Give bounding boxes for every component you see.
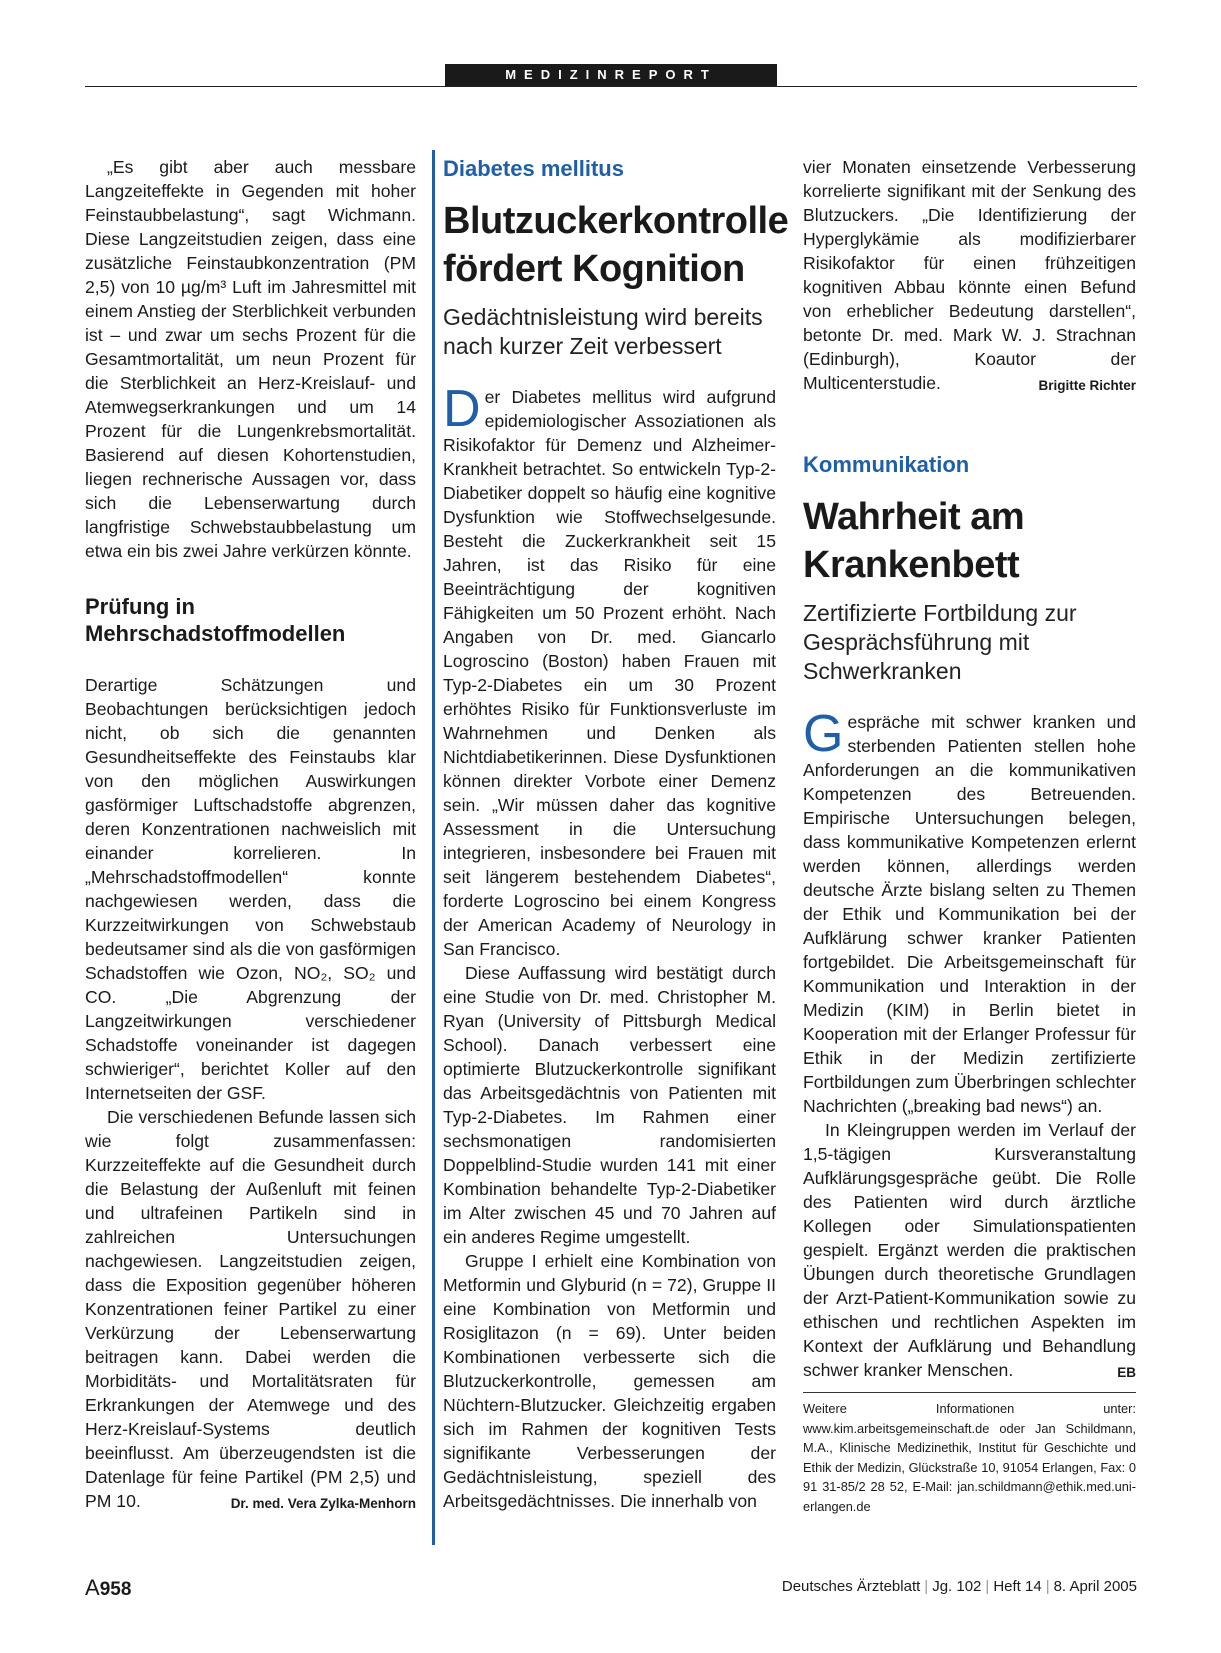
paragraph-text: espräche mit schwer kranken und sterbenden Patienten stellen hohe Anforderungen an die kommunikativen Kompetenzen des Betreuenden. Empirische Untersuchungen belegen, dass kommunikative Kompetenzen erlernt werden können, allerdings werden deutsche Ärzte bislang selten zu Themen der Ethik und Kommunikation bei der Aufklärung schwer kranker Patienten fortgebildet. Die Arbeitsgemeinschaft für Kommunikation und Interaktion in der Medizin (KIM) in Berlin bietet in Kooperation mit der Erlanger Professur für Ethik in der Medizin zertifizierte Fortbildungen zum Überbringen schlechter Nachrichten („breaking bad news“) an. — [803, 712, 1136, 1116]
paragraph — [85, 1105, 416, 1513]
author-byline: Dr. med. Vera Zylka-Menhorn — [230, 1496, 416, 1511]
paragraph: Diese Auffassung wird bestätigt durch eine Studie von Dr. med. Christopher M. Ryan (University of Pittsburgh Medical School). Danach verbessert eine optimierte Blutzuckerkontrolle signifikant das Arbeitsgedächtnis von Patienten mit Typ-2-Diabetes. Im Rahmen einer sechsmonatigen randomisierten Doppelblind-Studie wurden 141 mit einer Kombination behandelte Typ-2-Diabetiker im Alter zwischen 45 und 70 Jahren auf ein anderes Regime umgestellt. — [443, 963, 776, 1247]
page-prefix: A — [85, 1575, 100, 1600]
paragraph — [803, 1118, 1136, 1382]
drop-cap: G — [803, 705, 844, 763]
article-deck: Zertifizierte Fortbildung zur Gesprächsführung mit Schwerkranken — [803, 600, 1077, 684]
paragraph: Gruppe I erhielt eine Kombination von Metformin und Glyburid (n = 72), Gruppe II eine Kombination von Metformin und Rosiglitazon (n = 69). Unter beiden Kombinationen verbesserte sich die Blutzuckerkontrolle, gemessen am Nüchtern-Blutzucker. Gleichzeitig ergaben sich im Rahmen der kognitiven Tests signifikante Verbesserungen der Gedächtnisleistung, speziell des Arbeitsgedächtnisses. Die innerhalb von — [443, 1251, 776, 1511]
page-number-value: 958 — [99, 1579, 132, 1600]
header-rule — [85, 86, 1137, 87]
column-left — [85, 155, 416, 1516]
paragraph-text: Die verschiedenen Befunde lassen sich wie folgt zusammenfassen: Kurzzeiteffekte auf die Gesundheit durch die Belastung der Außenluft mit feinen und ultrafeinen Partikeln sind in zahlreichen Untersuchungen nachgewiesen. Langzeitstudien zeigen, dass die Exposition gegenüber höheren Konzentrationen feiner Partikel zu einer Verkürzung der Lebenserwartung beitragen kann. Dabei werden die Morbiditäts- und Mortalitätsraten für Erkrankungen der Atemwege und des Herz-Kreislauf-Systems deutlich beeinflusst. Am überzeugendsten ist die Datenlage für feine Partikel (PM 2,5) und PM 10. — [85, 1107, 416, 1511]
column-right — [803, 155, 1136, 1516]
info-box: Weitere Informationen unter: www.kim.arbeitsgemeinschaft.de oder Jan Schildmann, M.A., Klinische Medizinethik, Institut für Geschichte und Ethik der Medizin, Glückstraße 10, 91054 Erlangen, Fax: 0 91 31-85/2 28 52, E-Mail: jan.schildmann@ethik.med.uni-erlangen.de — [803, 1392, 1136, 1516]
paragraph-text: vier Monaten einsetzende Verbesserung korrelierte signifikant mit der Senkung des Blutzuckers. „Die Identifizierung der Hyperglykämie als modifizierbarer Risikofaktor für einen frühzeitigen kognitiven Abbau könnte einen Befund von erheblicher Bedeutung darstellen“, betonte Dr. med. Mark W. J. Strachnan (Edinburgh), Koautor der Multicenterstudie. — [803, 157, 1136, 393]
article-kicker: Diabetes mellitus — [443, 156, 624, 181]
article-headline: Wahrheit am Krankenbett — [803, 496, 1025, 586]
paragraph: Derartige Schätzungen und Beobachtungen berücksichtigen jedoch nicht, ob sich die genannten Gesundheitseffekte des Feinstaubs klar von den möglichen Auswirkungen gasförmiger Luftschadstoffe abgrenzen, deren Konzentrationen nachweislich mit einander korrelieren. In „Mehrschadstoffmodellen“ konnte nachgewiesen werden, dass die Kurzzeitwirkungen von Schwebstaub bedeutsamer sind als die von gasförmigen Schadstoffen wie Ozon, NO₂, SO₂ und CO. „Die Abgrenzung der Langzeitwirkungen verschiedener Schadstoffe voneinander ist dagegen schwieriger“, berichtet Koller auf den Internetseiten der GSF. — [85, 675, 416, 1103]
article-deck: Gedächtnisleistung wird bereits nach kurzer Zeit verbessert — [443, 304, 763, 359]
section-label: MEDIZINREPORT — [445, 64, 777, 86]
subheading: Prüfung in Mehrschadstoffmodellen — [85, 594, 346, 646]
paragraph — [803, 155, 1136, 395]
author-byline: EB — [1117, 1365, 1136, 1380]
paragraph: „Es gibt aber auch messbare Langzeiteffekte in Gegenden mit hoher Feinstaubbelastung“, sagt Wichmann. Diese Langzeitstudien zeigen, dass eine zusätzliche Feinstaubkonzentration (PM 2,5) von 10 µg/m³ Luft im Jahresmittel mit einem Anstieg der Sterblichkeit verbunden ist – und zwar um sechs Prozent für die Gesamtmortalität, um neun Prozent für die Sterblichkeit an Herz-Kreislauf- und Atemwegserkrankungen und um 14 Prozent für die Lungenkrebsmortalität. Basierend auf diesen Kohortenstudien, liegen rechnerische Aussagen vor, dass sich die Lebenserwartung durch langfristige Schwebstaubbelastung um etwa ein bis zwei Jahre verkürzen könnte. — [85, 157, 416, 561]
date: 8. April 2005 — [1053, 1578, 1137, 1595]
paragraph-text: er Diabetes mellitus wird aufgrund epidemiologischer Assoziationen als Risikofaktor für Demenz und Alzheimer-Krankheit betrachtet. So entwickeln Typ-2-Diabetiker doppelt so häufig eine kognitive Dysfunktion wie Stoffwechselgesunde. Besteht die Zuckerkrankheit seit 15 Jahren, ist das Risiko für eine Beeinträchtigung der kognitiven Fähigkeiten um 50 Prozent erhöht. Nach Angaben von Dr. med. Giancarlo Logroscino (Boston) haben Frauen mit Typ-2-Diabetes ein um 30 Prozent erhöhtes Risiko für Funktionsverluste im Wahrnehmen und Denken als Nichtdiabetikerinnen. Diese Dysfunktionen können direkter Vorbote einer Demenz sein. „Wir müssen daher das kognitive Assessment in die Untersuchung integrieren, insbesondere bei Frauen mit seit längerem bestehendem Diabetes“, forderte Logroscino bei einem Kongress der American Academy of Neurology in San Francisco. — [443, 387, 776, 959]
paragraph — [803, 705, 1136, 1118]
article-kicker: Kommunikation — [803, 452, 970, 477]
paragraph-text: In Kleingruppen werden im Verlauf der 1,5-tägigen Kursveranstaltung Aufklärungsgespräche geübt. Die Rolle des Patienten wird durch ärztliche Kollegen oder Simulationspatienten gespielt. Ergänzt werden die praktischen Übungen durch theoretische Grundlagen der Arzt-Patient-Kommunikation sowie zu ethischen und rechtlichen Aspekten im Kontext der Aufklärung und Behandlung schwer kranker Menschen. — [803, 1120, 1136, 1380]
author-byline: Brigitte Richter — [1038, 378, 1136, 393]
article-headline: Blutzuckerkontrolle fördert Kognition — [443, 200, 789, 290]
paragraph — [443, 380, 776, 961]
page-number — [85, 1575, 131, 1601]
column-middle — [443, 155, 789, 1513]
footer-citation: Deutsches Ärzteblatt | Jg. 102 | Heft 14 | 8. April 2005 — [781, 1578, 1137, 1595]
volume: Jg. 102 — [932, 1578, 982, 1595]
column-divider — [432, 150, 435, 1545]
issue: Heft 14 — [993, 1578, 1042, 1595]
journal-name: Deutsches Ärzteblatt — [781, 1578, 921, 1595]
drop-cap: D — [443, 380, 481, 438]
